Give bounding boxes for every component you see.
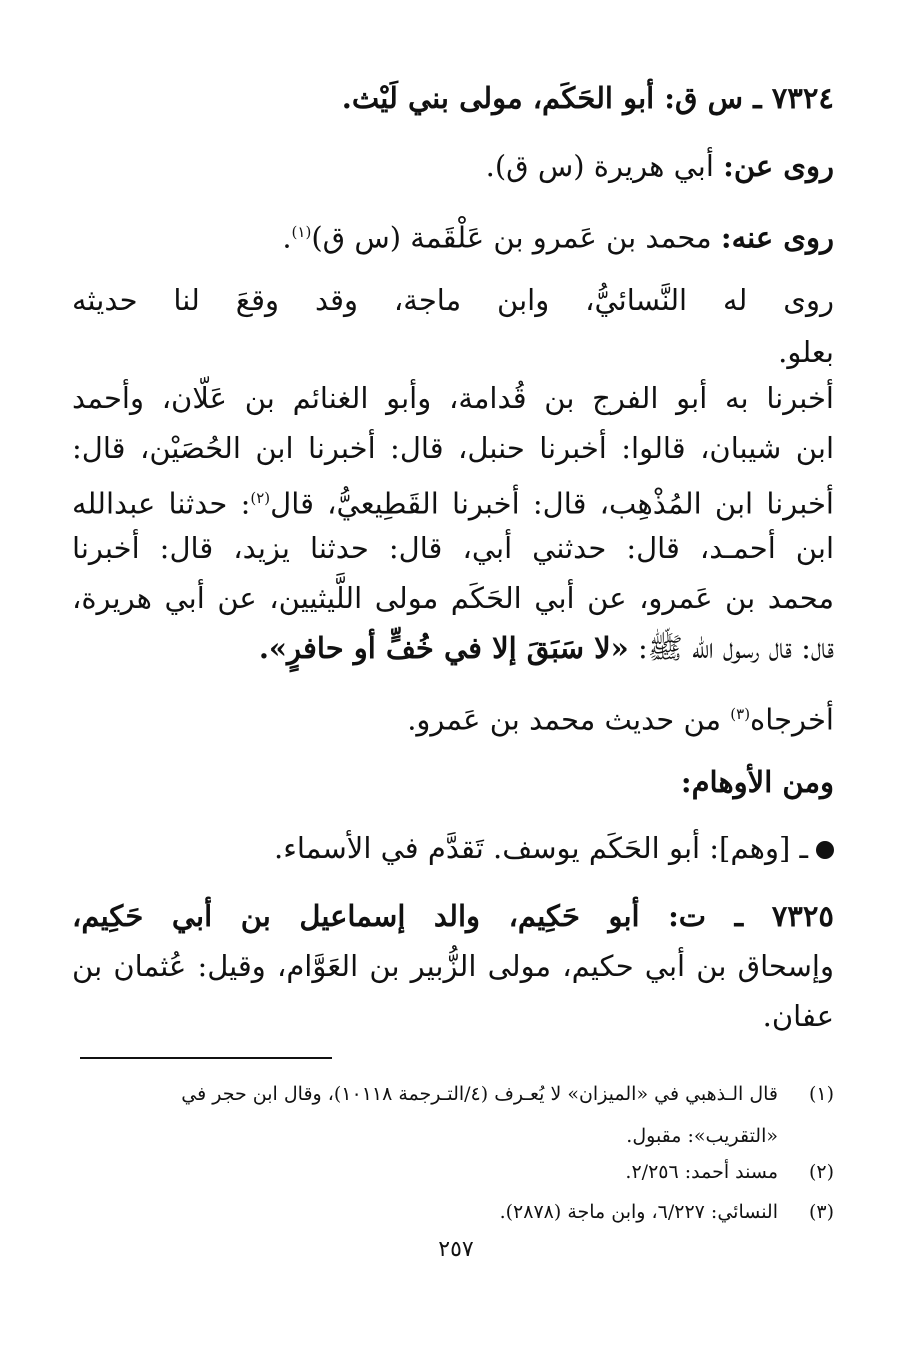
- para2-line6: [72, 628, 834, 668]
- footnote-ref-1: (١): [291, 223, 312, 241]
- narrated-by-text: محمد بن عَمرو بن عَلْقَمة (س ق): [311, 220, 712, 255]
- page-number: ٢٥٧: [438, 1237, 474, 1262]
- awham-heading: ومن الأوهام:: [680, 765, 834, 799]
- narrated-by-label: روى عنه:: [720, 220, 834, 255]
- narrated-by-end: .: [282, 220, 292, 255]
- narrated-from-text: أبي هريرة (س ق).: [485, 149, 714, 183]
- para2-line3-a: أخبرنا ابن المُذْهِب، قال: أخبرنا القَطِيعيُّ، قال: [270, 486, 834, 521]
- awham-item: [72, 828, 834, 868]
- para2-line6-a: قال: قال رسول الله ﷺ:: [628, 631, 834, 665]
- footnote-separator: [80, 1057, 332, 1059]
- narrated-by-line: [72, 212, 834, 258]
- footnote-3: [72, 1198, 834, 1226]
- footnote-1-number: (١): [808, 1083, 834, 1105]
- footnote-ref-3: (٣): [730, 705, 751, 723]
- footnote-2: [72, 1158, 834, 1186]
- entry-7325-line2: وإسحاق بن أبي حكيم، مولى الزُّبير بن العَوَّام، وقيل: عُثمان بن: [72, 949, 834, 983]
- para1-line1: روى له النَّسائيُّ، وابن ماجة، وقد وقعَ لنا حديثه: [72, 283, 834, 317]
- narrated-from-label: روى عن:: [723, 149, 834, 183]
- narrated-from-line: [72, 146, 834, 186]
- awham-item-text: ـ [وهم]: أبو الحَكَم يوسف. تَقدَّم في الأسماء.: [274, 831, 808, 865]
- para1-line2: بعلو.: [778, 335, 834, 369]
- para2-line3: [72, 478, 834, 524]
- para2-line2: ابن شيبان، قالوا: أخبرنا حنبل، قال: أخبرنا ابن الحُصَيْن، قال:: [72, 431, 834, 465]
- para3-a: أخرجاه: [750, 702, 834, 737]
- para3-line: [72, 694, 834, 740]
- footnote-3-number: (٣): [808, 1201, 834, 1223]
- footnote-2-number: (٢): [808, 1161, 834, 1183]
- entry-7325-line1: ٧٣٢٥ ـ ت: أبو حَكِيم، والد إسماعيل بن أبي حَكِيم،: [72, 899, 834, 933]
- para3-b: من حديث محمد بن عَمرو.: [407, 702, 731, 737]
- footnote-2-line1: مسند أحمد: ٢/٢٥٦.: [625, 1161, 778, 1183]
- footnote-1-line1: قال الـذهبي في «الميزان» لا يُعـرف (٤/التـرجمة ١٠١١٨)، وقال ابن حجر في: [181, 1083, 778, 1105]
- para2-line4: ابن أحمـد، قال: حدثني أبي، قال: حدثنا يزيد، قال: أخبرنا: [72, 531, 834, 565]
- para2-line1: أخبرنا به أبو الفرج بن قُدامة، وأبو الغنائم بن عَلّان، وأحمد: [72, 381, 834, 415]
- entry-7325-line3: عفان.: [762, 999, 834, 1033]
- footnote-3-line1: النسائي: ٦/٢٢٧، وابن ماجة (٢٨٧٨).: [499, 1201, 778, 1223]
- footnote-1: [72, 1080, 834, 1108]
- entry-7324-heading: ٧٣٢٤ ـ س ق: أبو الحَكَم، مولى بني لَيْث.: [341, 81, 834, 115]
- para2-line3-b: : حدثنا عبدالله: [72, 486, 251, 521]
- para2-line5: محمد بن عَمرو، عن أبي الحَكَم مولى اللَّيثيين، عن أبي هريرة،: [72, 581, 834, 615]
- footnote-ref-2: (٢): [250, 489, 271, 507]
- footnote-1-line2: «التقريب»: مقبول.: [626, 1125, 778, 1147]
- hadith-quote: «لا سَبَقَ إلا في خُفٍّ أو حافرٍ».: [258, 631, 629, 665]
- bullet-icon: [816, 841, 834, 859]
